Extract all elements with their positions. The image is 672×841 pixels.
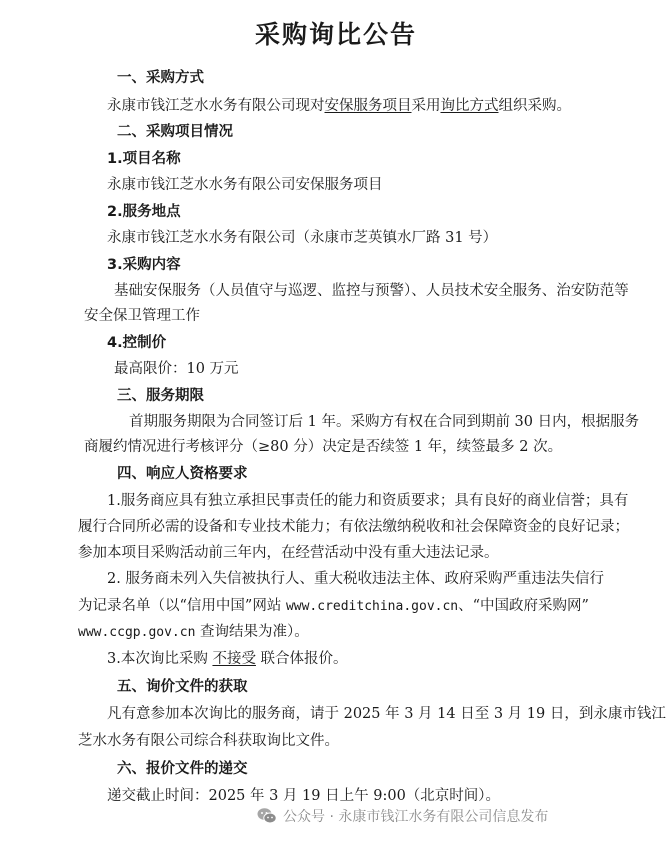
creditchina-url: www.creditchina.gov.cn [285,599,459,614]
wechat-watermark [256,804,548,828]
requirement-3 [107,649,348,669]
service-location-label: 2.服务地点 [107,204,181,220]
requirement-2-line-1: 2. 服务商未列入失信被执行人、重大税收违法主体、政府采购严重违法失信行 [107,571,604,587]
requirement-2-line-3 [78,622,309,643]
submission-deadline: 递交截止时间：2025 年 3 月 19 日上午 9:00（北京时间）。 [107,788,501,804]
section-heading-2: 二、采购项目情况 [117,124,233,140]
s1-method: 询比方式 [440,98,499,114]
service-period-line-1: 首期服务期限为合同签订后 1 年。采购方有权在合同到期前 30 日内，根据服务 [129,414,640,430]
requirement-1-line-3: 参加本项目采购活动前三年内，在经营活动中没有重大违法记录。 [78,545,499,561]
section-heading-5: 五、询价文件的获取 [117,679,248,695]
requirement-2-text-b: 、“中国政府采购网” [458,598,589,614]
requirement-2-text-a: 为记录名单（以“信用中国”网站 [78,598,286,614]
requirement-1-line-1: 1.服务商应具有独立承担民事责任的能力和资质要求；具有良好的商业信誉；具有 [107,493,629,509]
control-price-value: 最高限价：10 万元 [114,361,239,377]
procurement-content-line-2: 安全保卫管理工作 [84,308,200,324]
document-acquisition-line-1: 凡有意参加本次询比的服务商，请于 2025 年 3 月 14 日至 3 月 19 日，到永康市钱江 [107,706,666,722]
s1-paragraph [107,96,571,116]
requirement-2-line-2 [78,596,589,617]
requirement-2-text-c: 查询结果为准）。 [195,624,309,640]
document-acquisition-line-2: 芝水水务有限公司综合科获取询比文件。 [78,733,339,749]
requirement-3-not-accept: 不接受 [212,651,256,667]
procurement-content-label: 3.采购内容 [107,257,181,273]
s1-text-b: 采用 [411,98,441,114]
section-heading-6: 六、报价文件的递交 [117,761,248,777]
requirement-3-text-c: 联合体报价。 [255,651,348,667]
page-title: 采购询比公告 [254,20,417,49]
project-name-label: 1.项目名称 [107,151,181,167]
section-heading-4: 四、响应人资格要求 [117,466,248,482]
service-location-value: 永康市钱江芝水水务有限公司（永康市芝英镇水厂路 31 号） [107,230,498,246]
procurement-content-line-1: 基础安保服务（人员值守与巡逻、监控与预警）、人员技术安全服务、治安防范等 [114,283,629,299]
s1-project: 安保服务项目 [324,98,412,114]
control-price-label: 4.控制价 [107,335,167,351]
project-name-value: 永康市钱江芝水水务有限公司安保服务项目 [107,177,383,193]
service-period-line-2: 商履约情况进行考核评分（≥80 分）决定是否续签 1 年，续签最多 2 次。 [84,439,563,455]
requirement-3-text-a: 3.本次询比采购 [107,651,213,667]
ccgp-url: www.ccgp.gov.cn [78,625,196,640]
requirement-1-line-2: 履行合同所必需的设备和专业技术能力；有依法缴纳税收和社会保障资金的良好记录； [78,519,629,535]
s1-text-a: 永康市钱江芝水水务有限公司现对 [107,98,325,114]
section-heading-3: 三、服务期限 [117,388,204,404]
wechat-icon [256,805,278,827]
section-heading-1: 一、采购方式 [117,70,204,86]
watermark-text: 公众号 · 永康市钱江水务有限公司信息发布 [283,809,549,825]
s1-text-c: 组织采购。 [498,98,571,114]
